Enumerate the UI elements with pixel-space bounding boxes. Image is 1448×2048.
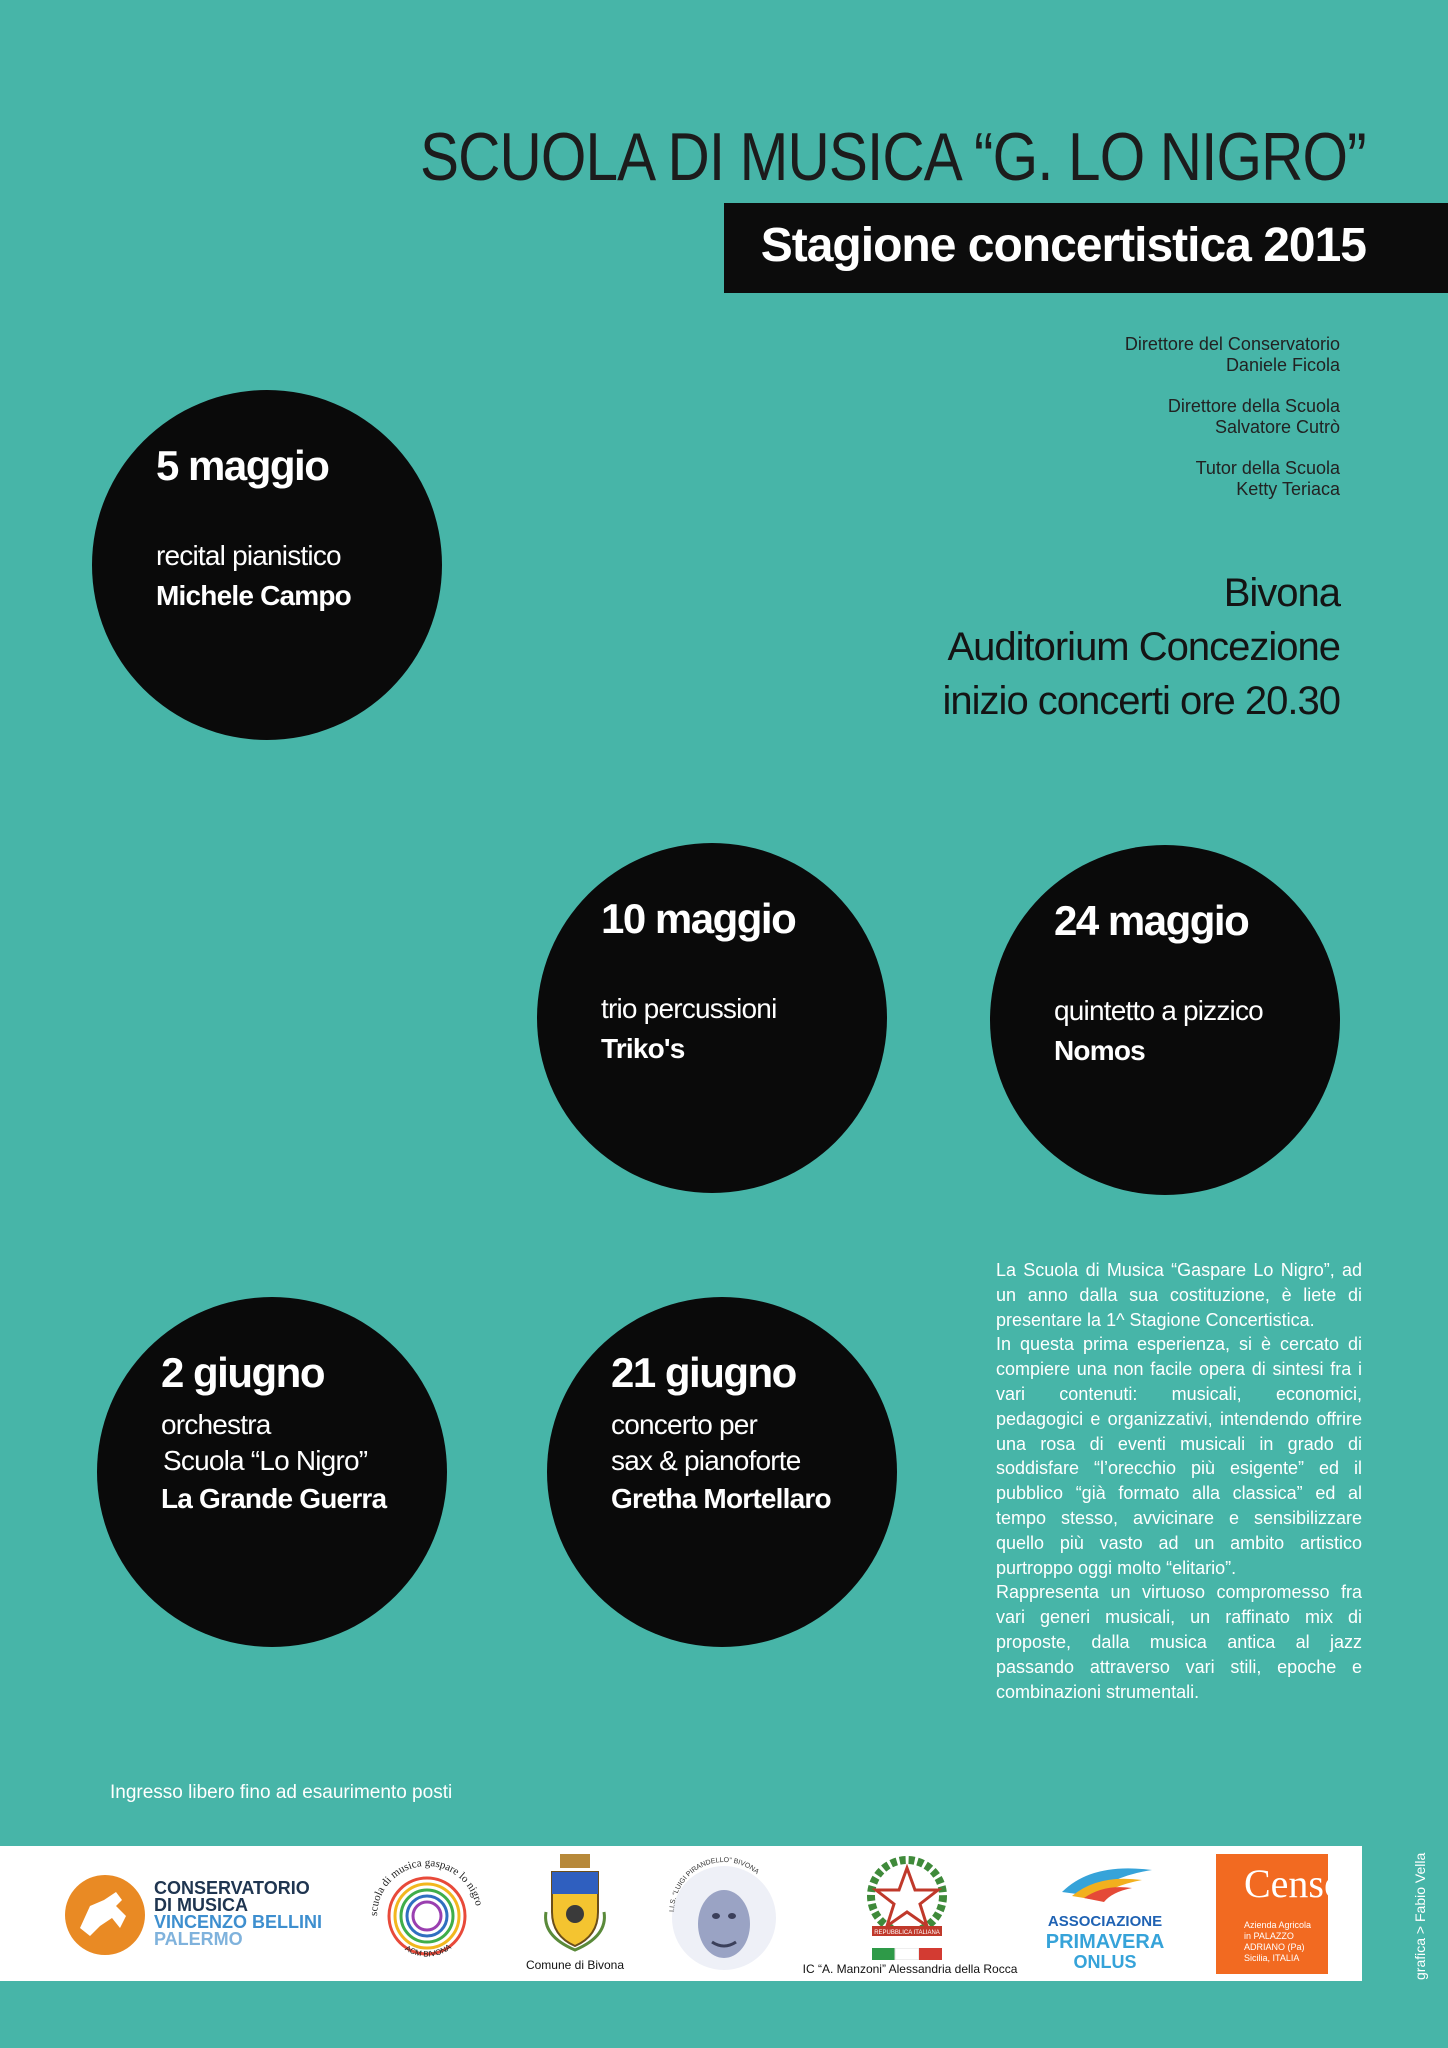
staff-list bbox=[1125, 334, 1340, 520]
svg-text:I.I.S. “LUIGI PIRANDELLO” BIVO: I.I.S. “LUIGI PIRANDELLO” BIVONA bbox=[668, 1856, 760, 1913]
concert-date: 10 maggio bbox=[601, 895, 796, 942]
concert-performer: Gretha Mortellaro bbox=[611, 1483, 831, 1514]
free-entry-note: Ingresso libero fino ad esaurimento posti bbox=[110, 1782, 453, 1803]
about-paragraph: Rappresenta un virtuoso compromesso fra vari generi musicali, un raffinato mix di proposte, dalla musica antica al jazz passando attraverso vari stili, epoche e combinazioni strumentali. bbox=[996, 1582, 1362, 1702]
svg-text:scuola di musica gaspare lo ni: scuola di musica gaspare lo nigro bbox=[367, 1856, 485, 1917]
concert-performer: Triko's bbox=[601, 1033, 685, 1064]
italian-emblem-icon bbox=[862, 1850, 952, 1950]
svg-text:ACM BIVONA: ACM BIVONA bbox=[403, 1942, 453, 1959]
about-paragraph: La Scuola di Musica “Gaspare Lo Nigro”, ad un anno dalla sua costituzione, è liete di presentare la 1^ Stagione Concertistica. bbox=[996, 1260, 1362, 1330]
concert-circle bbox=[990, 845, 1340, 1195]
graphic-credit: grafica > Fabio Vella bbox=[1412, 1852, 1428, 1980]
venue-city: Bivona bbox=[1223, 571, 1340, 615]
concert-performer: Nomos bbox=[1054, 1035, 1145, 1066]
venue-info bbox=[943, 566, 1340, 728]
concert-subtype: sax & pianoforte bbox=[611, 1445, 801, 1476]
season-subtitle: Stagione concertistica 2015 bbox=[760, 219, 1366, 272]
bird-swoosh-icon bbox=[1052, 1862, 1162, 1902]
concert-type: recital pianistico bbox=[156, 540, 341, 571]
concert-circle bbox=[97, 1297, 447, 1647]
concert-circle bbox=[547, 1297, 897, 1647]
staff-director-scuola: Direttore della Scuola Salvatore Cutrò bbox=[1167, 396, 1340, 437]
iis-pirandello-logo bbox=[664, 1846, 784, 1981]
concert-type: quintetto a pizzico bbox=[1054, 995, 1263, 1026]
concert-subtype: Scuola “Lo Nigro” bbox=[163, 1445, 368, 1476]
concert-date: 24 maggio bbox=[1054, 897, 1249, 944]
svg-text:REPUBBLICA ITALIANA: REPUBBLICA ITALIANA bbox=[874, 1930, 940, 1936]
ic-manzoni-logo: REPUBBLICA ITALIANA IC “A. Manzoni” Alessandria della Rocca bbox=[790, 1846, 1030, 1981]
concert-performer: Michele Campo bbox=[156, 580, 351, 611]
censo-logo: Censo Azienda Agricola in PALAZZO ADRIANO (Pa) Sicilia, ITALIA bbox=[1216, 1846, 1332, 1981]
sponsor-strip bbox=[0, 1846, 1362, 1981]
about-paragraph: In questa prima esperienza, si è cercato di compiere una non facile opera di sintesi fra i vari contenuti: musicali, economici, pedagogici e organizzativi, intendendo offrire una rosa di eventi musicali in grado di soddisfare “l’orecchio più esigente” ed il pubblico “già formato alla classica” ed al tempo stesso, avvicinare e sensibilizzare quello più vasto ad un ambito artistico purtroppo oggi molto “elitario”. bbox=[996, 1334, 1362, 1578]
venue-time: inizio concerti ore 20.30 bbox=[942, 679, 1340, 723]
italian-flag-icon bbox=[872, 1948, 942, 1960]
coat-of-arms-icon bbox=[540, 1852, 610, 1952]
concert-circle bbox=[92, 390, 442, 740]
staff-tutor: Tutor della Scuola Ketty Teriaca bbox=[1195, 458, 1340, 499]
concert-performer: La Grande Guerra bbox=[161, 1483, 387, 1514]
concert-type: concerto per bbox=[611, 1409, 758, 1440]
primavera-onlus-logo: ASSOCIAZIONE PRIMAVERA ONLUS bbox=[1040, 1846, 1170, 1981]
horse-emblem-icon bbox=[60, 1870, 150, 1960]
concert-date: 2 giugno bbox=[161, 1349, 324, 1396]
conservatorio-logo: CONSERVATORIO DI MUSICA VINCENZO BELLINI PALERMO bbox=[60, 1846, 350, 1981]
concert-type: trio percussioni bbox=[601, 993, 777, 1024]
staff-director-conservatorio: Direttore del Conservatorio Daniele Ficola bbox=[1124, 334, 1340, 375]
concert-date: 21 giugno bbox=[611, 1349, 796, 1396]
concert-circle bbox=[537, 843, 887, 1193]
comune-bivona-logo: Comune di Bivona bbox=[510, 1846, 640, 1981]
poster-title: SCUOLA DI MUSICA “G. LO NIGRO” bbox=[420, 119, 1366, 195]
venue-place: Auditorium Concezione bbox=[947, 625, 1340, 669]
about-text bbox=[996, 1258, 1362, 1704]
concert-type: orchestra bbox=[161, 1409, 271, 1440]
scuola-seal-logo bbox=[362, 1846, 492, 1981]
concert-date: 5 maggio bbox=[156, 442, 329, 489]
